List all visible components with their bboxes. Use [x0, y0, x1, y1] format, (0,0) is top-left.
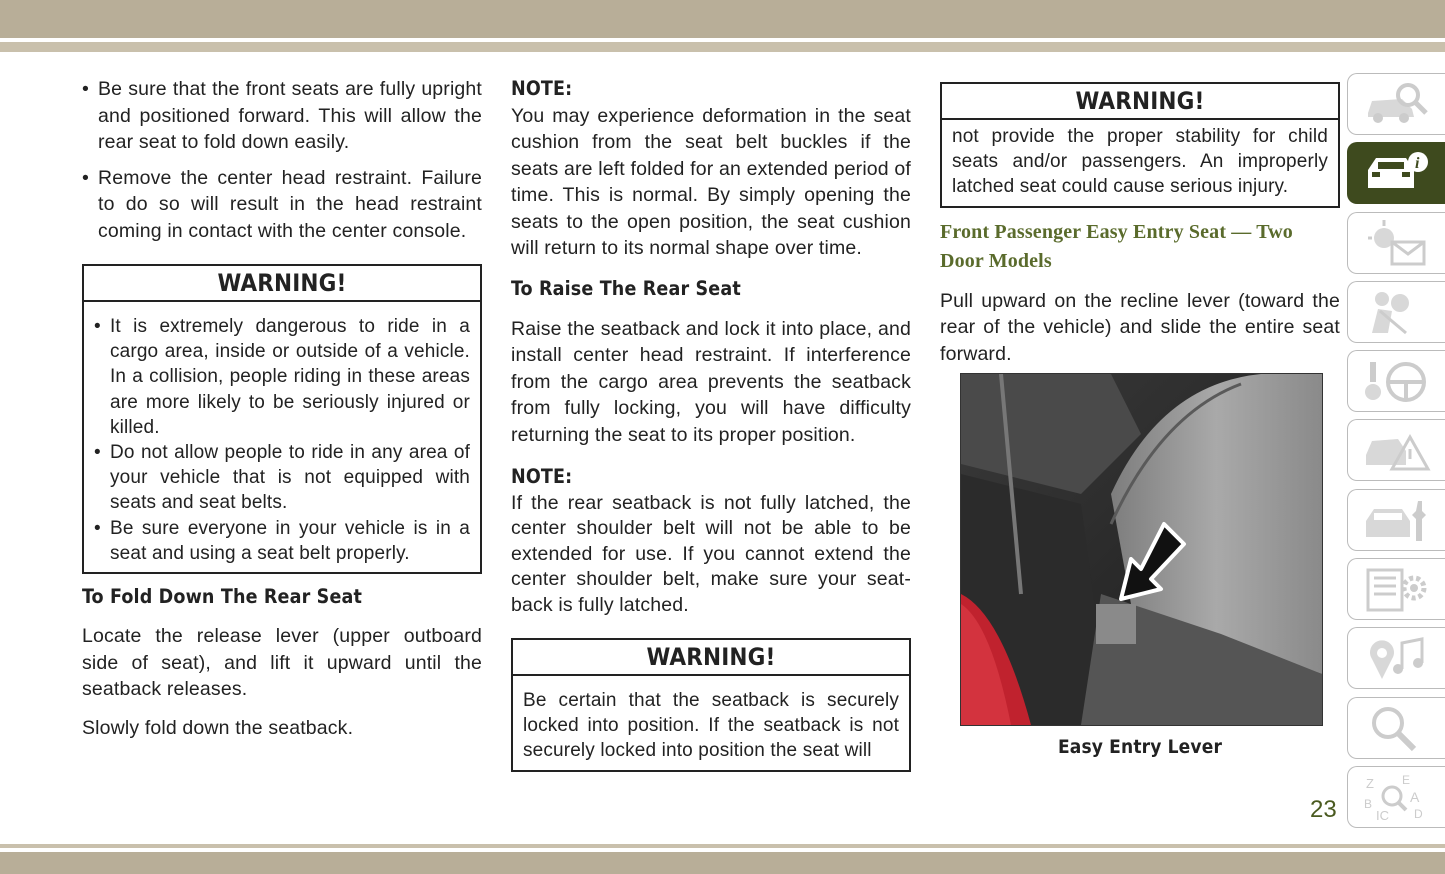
paragraph-raise-seatback: Raise the seatback and lock it into place, and install center head restraint. If interference from the cargo area prevents the seatback from fully locking, you will have difficulty returning the seat to its proper position. — [511, 317, 911, 446]
car-info-icon — [1362, 148, 1432, 198]
tab-car-magnifier[interactable] — [1347, 73, 1445, 135]
tab-specifications[interactable] — [1347, 558, 1445, 620]
warning-text: not provide the proper stability for child seats and/or passengers. An improperly latched seat could cause serious injury. — [952, 126, 1328, 198]
warning-light-message-icon — [1362, 218, 1432, 268]
paragraph-recline-lever: Pull upward on the recline lever (toward the rear of the vehicle) and slide the entire seat forward. — [940, 289, 1340, 365]
tab-safety[interactable] — [1347, 281, 1445, 343]
warning-box-stability — [940, 82, 1340, 208]
list-item: • Be sure that the front seats are fully upright and positioned forward. This will allow the rear seat to fold down easily. — [82, 76, 482, 156]
warning-box-seatback — [511, 638, 911, 772]
intro-bullet-list — [82, 76, 482, 244]
top-decorative-band — [0, 0, 1445, 38]
index-alphabet-icon — [1362, 772, 1432, 822]
note-text-latched: If the rear seatback is not fully latched, the center shoulder belt will not be able to be extended for use. If you cannot extend the center shoulder belt, make sure your seat-back is fully latched. — [511, 491, 911, 616]
multimedia-music-icon — [1362, 633, 1432, 683]
list-item: • Be sure everyone in your vehicle is in a seat and using a seat belt properly. — [94, 516, 470, 566]
warning-title: WARNING! — [942, 84, 1338, 120]
tab-multimedia[interactable] — [1347, 627, 1445, 689]
tab-emergency[interactable] — [1347, 419, 1445, 481]
tab-starting-operating[interactable] — [1347, 350, 1445, 412]
section-heading-easy-entry: Front Passenger Easy Entry Seat — Two Door Models — [940, 220, 1293, 272]
section-heading-raise: To Raise The Rear Seat — [511, 276, 741, 300]
warning-box-cargo — [82, 264, 482, 574]
tab-index[interactable] — [1347, 766, 1445, 828]
column-3 — [940, 82, 1340, 761]
tab-car-info[interactable] — [1347, 142, 1445, 204]
svg-text:B: B — [1363, 796, 1372, 811]
warning-bullet-list — [94, 314, 470, 566]
svg-text:A: A — [1409, 788, 1419, 805]
svg-text:D: D — [1413, 806, 1423, 821]
column-1 — [82, 76, 482, 741]
photo-caption: Easy Entry Lever — [1057, 736, 1223, 759]
car-magnifier-icon — [1362, 79, 1432, 129]
list-item: • It is extremely dangerous to ride in a cargo area, inside or outside of a vehicle. In a collision, people riding in these areas are more likely to be seriously injured or killed. — [94, 314, 470, 440]
svg-text:i: i — [1414, 155, 1419, 173]
warning-text: Be certain that the seatback is securely locked into position. If the seatback is not securely locked into position the seat will — [523, 690, 899, 762]
specifications-gear-icon — [1362, 564, 1432, 614]
bottom-decorative-line — [0, 844, 1445, 848]
svg-text:Z: Z — [1365, 775, 1374, 791]
bottom-decorative-band — [0, 852, 1445, 874]
car-warning-triangle-icon — [1362, 425, 1432, 475]
chapter-tab-strip — [1347, 73, 1445, 835]
warning-title: WARNING! — [513, 640, 909, 676]
airbag-passenger-icon — [1362, 287, 1432, 337]
top-decorative-line — [0, 42, 1445, 52]
tab-search[interactable] — [1347, 697, 1445, 759]
note-label: NOTE: — [511, 465, 573, 488]
tab-servicing[interactable] — [1347, 489, 1445, 551]
svg-text:E: E — [1401, 772, 1410, 787]
paragraph-fold-seatback: Slowly fold down the seatback. — [82, 716, 354, 739]
page-number: 23 — [1310, 796, 1337, 823]
column-2 — [511, 76, 911, 772]
easy-entry-lever-photo — [960, 373, 1323, 726]
tab-warning-lights[interactable] — [1347, 212, 1445, 274]
paragraph-release-lever: Locate the release lever (upper outboard side of seat), and lift it upward until the seatback releases. — [82, 625, 482, 701]
car-wrench-icon — [1362, 495, 1432, 545]
seat-photo-illustration — [961, 374, 1322, 725]
section-heading-fold-down: To Fold Down The Rear Seat — [82, 585, 363, 609]
list-item: • Do not allow people to ride in any area of your vehicle that is not equipped with seats and seat belts. — [94, 440, 470, 516]
note-label: NOTE: — [511, 77, 573, 100]
list-item: • Remove the center head restraint. Failure to do so will result in the head restraint coming in contact with the center console. — [82, 165, 482, 245]
svg-text:IC: IC — [1375, 807, 1389, 822]
warning-title: WARNING! — [84, 266, 480, 302]
steering-wheel-key-icon — [1362, 356, 1432, 406]
note-text-deformation: You may experience deformation in the seat cushion from the seat belt buckles if the seats are left folded for an extended period of time. This is normal. By simply opening the seats to the open position, the seat cushion will return to its normal shape over time. — [511, 104, 911, 259]
search-magnifier-icon — [1362, 703, 1432, 753]
